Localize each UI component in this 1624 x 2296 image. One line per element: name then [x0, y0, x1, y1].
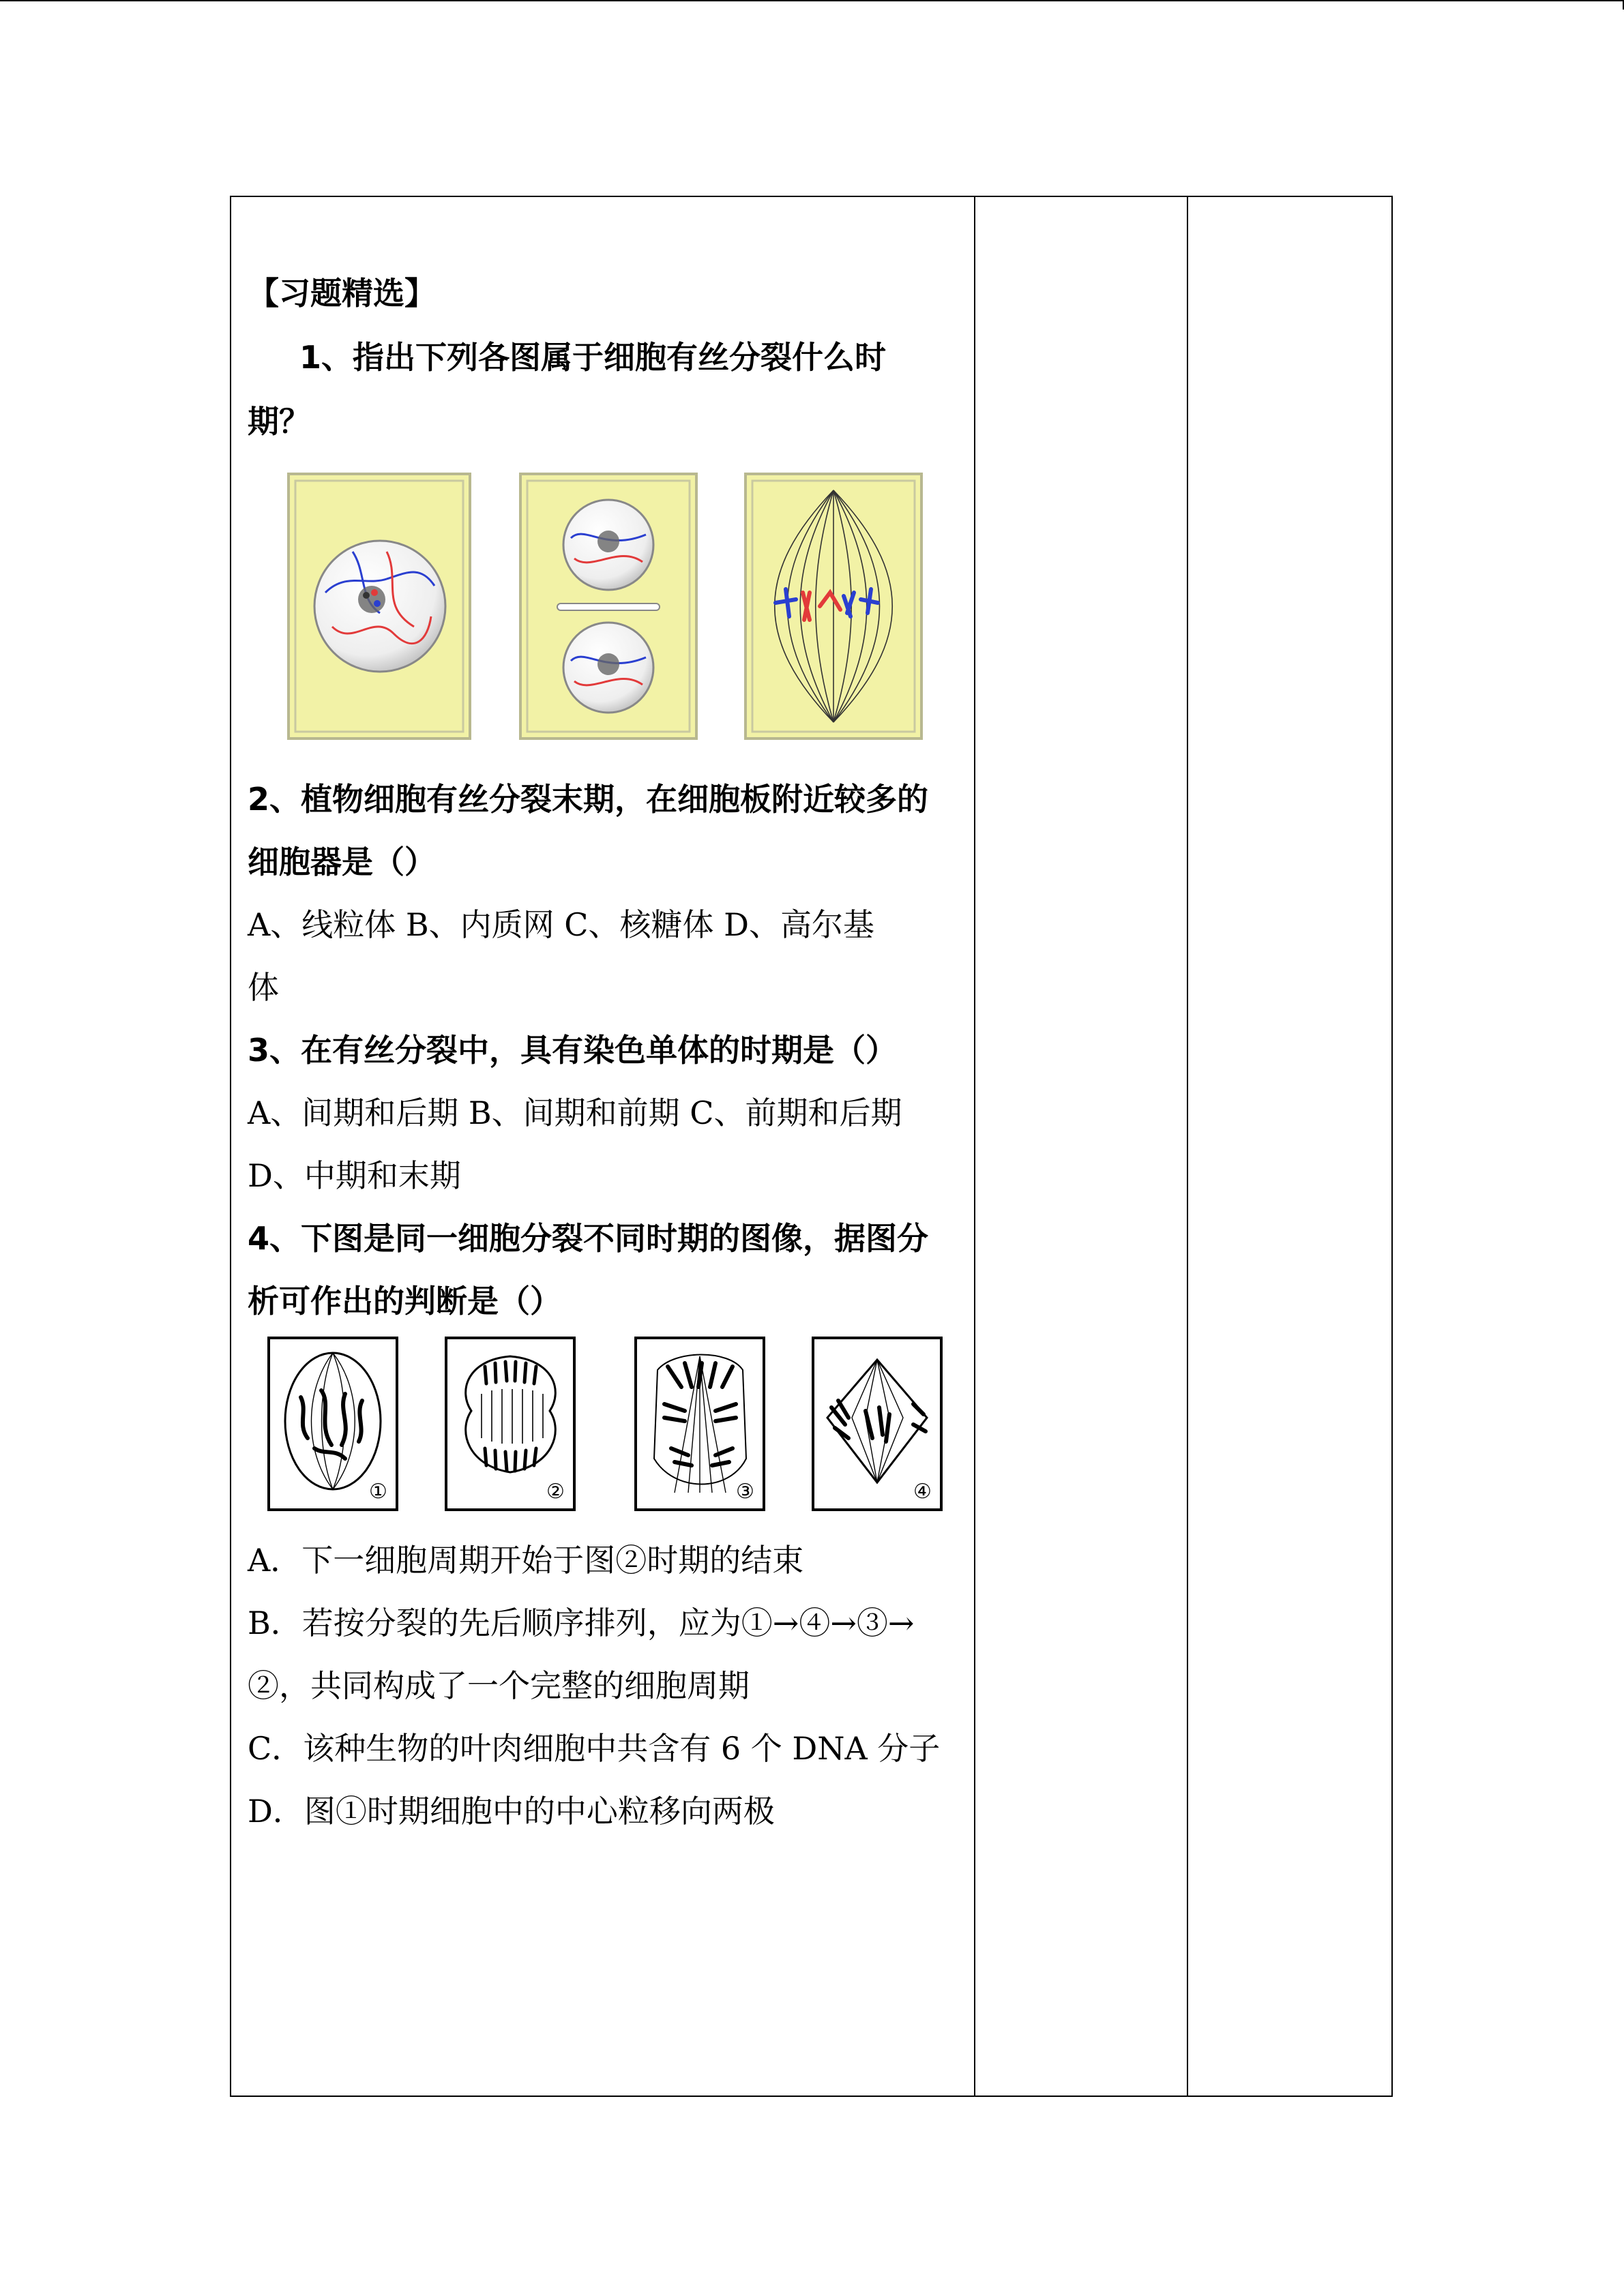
q4-option-b-line2: ②，共同构成了一个完整的细胞周期 [248, 1667, 750, 1704]
cell-figure-prophase [284, 470, 475, 743]
lesson-table [230, 196, 1393, 2097]
mitosis-figure-3 [634, 1336, 766, 1512]
cell-figure-metaphase [741, 470, 926, 743]
q4-option-a: A．下一细胞周期开始于图②时期的结束 [248, 1542, 804, 1579]
figure-label-4: ④ [913, 1480, 932, 1504]
page-top-rule [0, 0, 1624, 1]
q4-stem-line1: 4、下图是同一细胞分裂不同时期的图像，据图分 [248, 1220, 929, 1257]
q4-figures [248, 1336, 964, 1520]
q3-stem: 3、在有丝分裂中，具有染色单体的时期是（） [248, 1032, 898, 1069]
figure-label-3: ③ [736, 1480, 754, 1504]
q1-figures [248, 470, 964, 756]
q3-options-line1: A、间期和后期 B、间期和前期 C、前期和后期 [248, 1094, 902, 1131]
cell-figure-telophase [516, 470, 700, 743]
q1-stem-line2: 期？ [248, 403, 310, 440]
q2-options-line1: A、线粒体 B、内质网 C、核糖体 D、高尔基 [248, 906, 874, 943]
q1-stem-line1: 1、指出下列各图属于细胞有丝分裂什么时 [299, 339, 887, 376]
mitosis-figure-2 [444, 1336, 576, 1512]
q4-option-d: D．图①时期细胞中的中心粒移向两极 [248, 1793, 775, 1830]
mitosis-figure-4 [811, 1336, 943, 1512]
q2-stem-line1: 2、植物细胞有丝分裂末期，在细胞板附近较多的 [248, 781, 929, 818]
column-divider-1 [974, 197, 975, 2096]
q4-stem-line2: 析可作出的判断是（） [248, 1283, 561, 1320]
figure-label-2: ② [546, 1480, 565, 1504]
q4-option-b-line1: B．若按分裂的先后顺序排列，应为①→④→③→ [248, 1605, 915, 1641]
section-title: 【习题精选】 [248, 275, 436, 312]
q4-option-c: C．该种生物的叶肉细胞中共含有 6 个 DNA 分子 [248, 1730, 941, 1767]
mitosis-figure-1 [267, 1336, 399, 1512]
q2-options-line2: 体 [248, 969, 279, 1006]
column-divider-2 [1187, 197, 1188, 2096]
q2-stem-line2: 细胞器是（） [248, 844, 436, 880]
exercise-content [248, 272, 964, 1832]
figure-label-1: ① [369, 1480, 387, 1504]
q3-options-line2: D、中期和末期 [248, 1157, 461, 1194]
